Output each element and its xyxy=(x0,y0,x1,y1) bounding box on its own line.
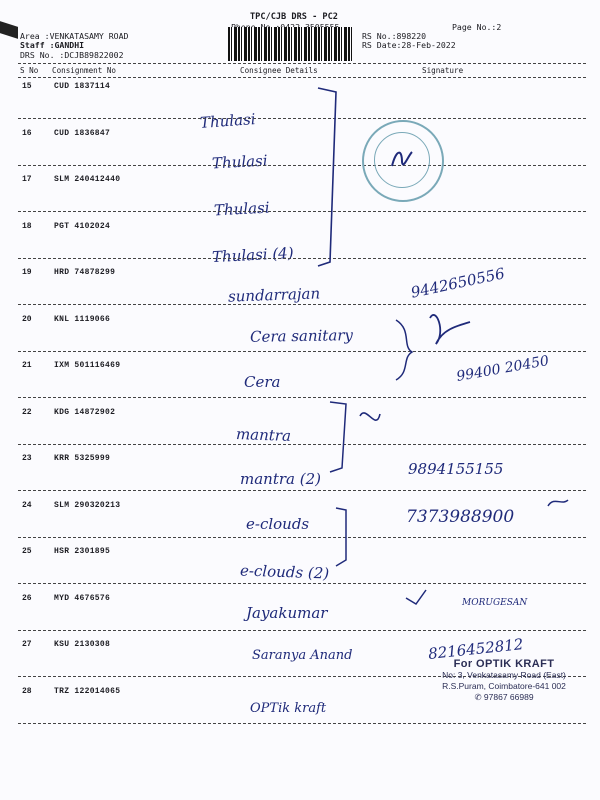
row-divider xyxy=(18,723,586,724)
table-row xyxy=(0,129,600,180)
row-consignment-number: CUD 1836847 xyxy=(54,129,111,138)
row-consignment-number: KRR 5325999 xyxy=(54,454,111,463)
table-row xyxy=(0,222,600,273)
col-consignment: Consignment No xyxy=(52,66,117,75)
company-stamp-phone: ✆ 97867 66989 xyxy=(474,692,534,702)
header-divider-bottom xyxy=(18,77,586,78)
drs-number: DRS No. :DCJB89822002 xyxy=(20,50,124,60)
table-row xyxy=(0,454,600,505)
page-number: Page No.:2 xyxy=(452,22,502,32)
handwritten-signature-note: 8216452812 xyxy=(427,635,525,663)
row-consignment-number: PGT 4102024 xyxy=(54,222,111,231)
row-divider xyxy=(18,583,586,584)
handwritten-signature-note: MORUGESAN xyxy=(462,598,528,608)
rs-number: RS No.:898220 xyxy=(362,31,427,41)
handwritten-consignee-name: Cera xyxy=(244,373,281,391)
area-label: Area :VENKATASAMY ROAD xyxy=(20,31,129,41)
corner-mark xyxy=(0,21,18,39)
row-consignment-number: HRD 74878299 xyxy=(54,268,116,277)
handwritten-consignee-name: OPTik kraft xyxy=(250,701,327,716)
handwritten-consignee-name: Thulasi xyxy=(211,151,268,173)
row-consignment-number: KNL 1119066 xyxy=(54,315,111,324)
handwritten-consignee-name: mantra (2) xyxy=(240,470,321,488)
col-sno: S No xyxy=(20,66,39,75)
row-consignment-number: CUD 1837114 xyxy=(54,82,111,91)
handwritten-consignee-name: e-clouds (2) xyxy=(239,561,330,583)
row-divider xyxy=(18,351,586,352)
company-stamp xyxy=(414,658,594,703)
col-signature: Signature xyxy=(422,66,464,75)
row-serial-number: 28 xyxy=(22,687,32,696)
row-consignment-number: TRZ 122014065 xyxy=(54,687,121,696)
handwritten-signature-note: 9894155155 xyxy=(408,460,504,478)
table-row xyxy=(0,353,600,412)
handwritten-consignee-name: Thulasi xyxy=(199,110,257,132)
staff-label: Staff :GANDHI xyxy=(20,40,85,50)
row-serial-number: 20 xyxy=(22,315,32,324)
row-serial-number: 27 xyxy=(22,640,32,649)
row-divider xyxy=(18,397,586,398)
handwritten-signature-note: 9442650556 xyxy=(409,264,507,302)
row-serial-number: 21 xyxy=(22,361,32,370)
row-consignment-number: MYD 4676576 xyxy=(54,594,111,603)
row-consignment-number: SLM 240412440 xyxy=(54,175,121,184)
table-row xyxy=(0,501,600,552)
row-serial-number: 16 xyxy=(22,129,32,138)
table-row xyxy=(0,264,600,319)
handwritten-consignee-name: e-clouds xyxy=(246,515,310,533)
row-divider xyxy=(18,490,586,491)
row-serial-number: 17 xyxy=(22,175,32,184)
row-serial-number: 22 xyxy=(22,408,32,417)
row-serial-number: 19 xyxy=(22,268,32,277)
sheet-title: TPC/CJB DRS - PC2 xyxy=(250,12,338,22)
company-stamp-address1: No: 3, Venkatasamy Road (East) xyxy=(442,670,566,680)
handwritten-consignee-name: Cera sanitary xyxy=(249,326,354,346)
handwritten-consignee-name: Thulasi xyxy=(213,198,270,220)
row-divider xyxy=(18,118,586,119)
row-consignment-number: KDG 14872902 xyxy=(54,408,116,417)
handwritten-consignee-name: Jayakumar xyxy=(246,604,328,622)
row-serial-number: 23 xyxy=(22,454,32,463)
table-row xyxy=(0,547,600,598)
handwritten-signature-note: 7373988900 xyxy=(406,507,515,527)
row-serial-number: 26 xyxy=(22,594,32,603)
handwritten-signature-note: 99400 20450 xyxy=(455,353,551,385)
barcode xyxy=(228,27,354,61)
handwritten-consignee-name: mantra xyxy=(235,425,292,445)
row-divider xyxy=(18,304,586,305)
row-consignment-number: IXM 501116469 xyxy=(54,361,121,370)
seal-stamp xyxy=(362,120,444,202)
row-serial-number: 18 xyxy=(22,222,32,231)
company-stamp-address2: R.S.Puram, Coimbatore-641 002 xyxy=(442,681,566,691)
handwritten-consignee-name: Thulasi (4) xyxy=(211,243,294,267)
row-divider xyxy=(18,630,586,631)
row-consignment-number: KSU 2130308 xyxy=(54,640,111,649)
row-divider xyxy=(18,444,586,445)
row-divider xyxy=(18,537,586,538)
row-consignment-number: HSR 2301895 xyxy=(54,547,111,556)
table-row xyxy=(0,408,600,459)
row-serial-number: 15 xyxy=(22,82,32,91)
seal-signature-scribble xyxy=(362,120,440,198)
row-serial-number: 24 xyxy=(22,501,32,510)
row-serial-number: 25 xyxy=(22,547,32,556)
company-stamp-title: For OPTIK KRAFT xyxy=(453,658,555,670)
col-consignee: Consignee Details xyxy=(240,66,318,75)
handwritten-consignee-name: Saranya Anand xyxy=(252,648,353,663)
header-divider-top xyxy=(18,63,586,64)
table-row xyxy=(0,175,600,226)
table-row xyxy=(0,315,600,366)
row-divider xyxy=(18,165,586,166)
row-divider xyxy=(18,258,586,259)
rs-date: RS Date:28-Feb-2022 xyxy=(362,40,456,50)
row-divider xyxy=(18,211,586,212)
table-row xyxy=(0,82,600,133)
handwritten-consignee-name: sundarrajan xyxy=(227,284,321,306)
row-consignment-number: SLM 290320213 xyxy=(54,501,121,510)
